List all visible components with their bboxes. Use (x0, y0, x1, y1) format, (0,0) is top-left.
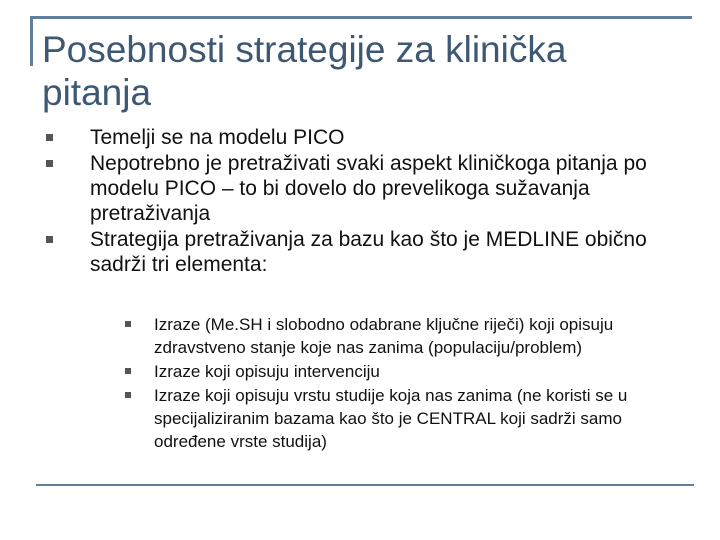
square-bullet-icon (125, 368, 131, 374)
sub-bullet-item (118, 313, 688, 359)
bullet-item (40, 125, 680, 150)
square-bullet-icon (46, 160, 53, 167)
bullet-item (40, 227, 680, 277)
top-rule (30, 16, 692, 19)
bullet-text: Strategija pretraživanja za bazu kao što je MEDLINE obično sadrži tri elementa: (90, 228, 647, 276)
sub-bullet-text: Izraze koji opisuju vrstu studije koja nas zanima (ne koristi se u specijaliziranim bazama kao što je CENTRAL koji sadrži samo određene vrste studija) (154, 386, 628, 451)
square-bullet-icon (125, 392, 131, 398)
left-rule (30, 16, 33, 66)
sub-bullet-text: Izraze koji opisuju intervenciju (154, 362, 380, 381)
bullet-text: Nepotrebno je pretraživati svaki aspekt kliničkoga pitanja po modelu PICO – to bi dovelo do prevelikoga sužavanja pretraživanja (90, 152, 647, 225)
main-bullet-list (40, 125, 680, 278)
sub-bullet-item (118, 360, 688, 383)
bottom-rule (36, 484, 694, 486)
sub-bullet-text: Izraze (Me.SH i slobodno odabrane ključne riječi) koji opisuju zdravstveno stanje koje nas zanima (populaciju/problem) (154, 315, 614, 357)
square-bullet-icon (46, 236, 53, 243)
sub-bullet-list (118, 313, 688, 454)
bullet-text: Temelji se na modelu PICO (90, 126, 345, 149)
square-bullet-icon (46, 134, 53, 141)
sub-bullet-item (118, 384, 688, 453)
square-bullet-icon (125, 321, 131, 327)
bullet-item (40, 151, 680, 226)
slide-title: Posebnosti strategije za klinička pitanja (42, 29, 567, 113)
